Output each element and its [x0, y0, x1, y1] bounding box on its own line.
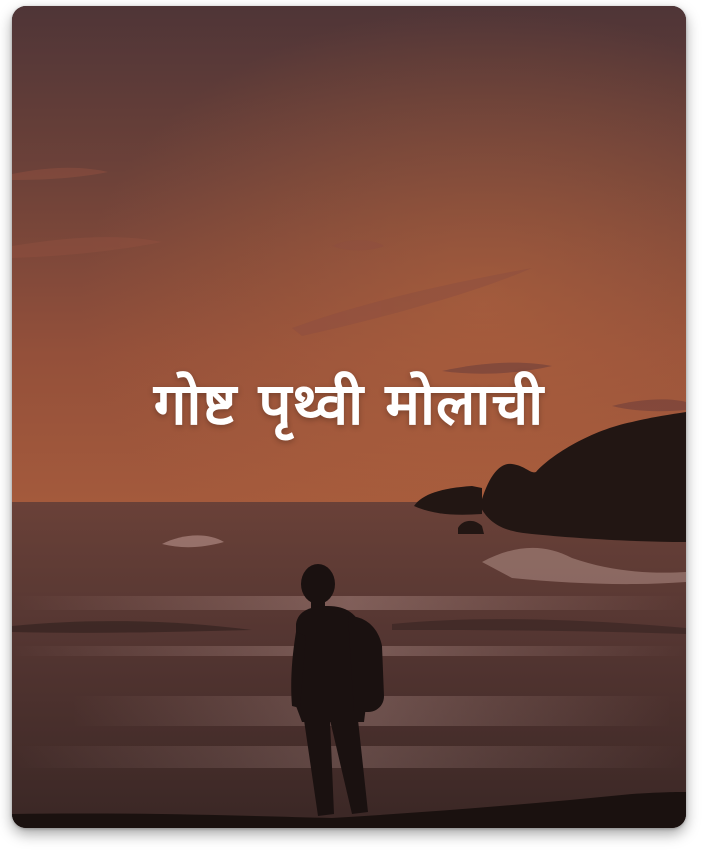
story-title: गोष्ट पृथ्वी मोलाची	[153, 370, 545, 438]
story-card[interactable]	[12, 6, 686, 828]
